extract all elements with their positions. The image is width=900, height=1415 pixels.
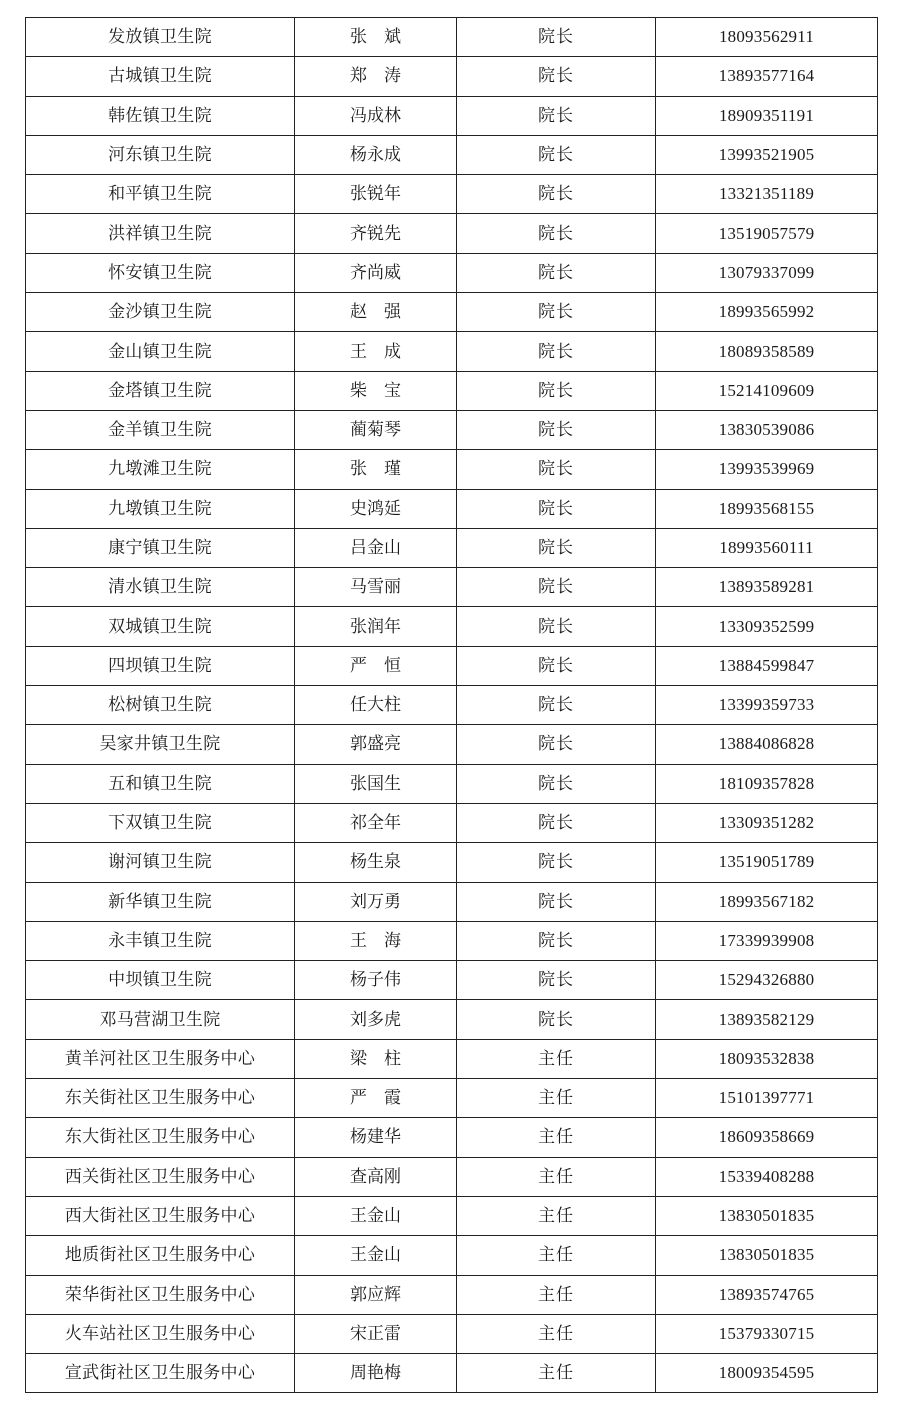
- phone-cell: 13893574765: [656, 1275, 878, 1314]
- phone-cell: 13893577164: [656, 57, 878, 96]
- title-cell: 院长: [457, 803, 656, 842]
- phone-cell: 15339408288: [656, 1157, 878, 1196]
- title-cell: 院长: [457, 725, 656, 764]
- unit-cell: 五和镇卫生院: [26, 764, 295, 803]
- title-cell: 院长: [457, 410, 656, 449]
- unit-cell: 九墩滩卫生院: [26, 450, 295, 489]
- name-cell: 郭应辉: [295, 1275, 457, 1314]
- name-cell: 王金山: [295, 1236, 457, 1275]
- unit-cell: 金塔镇卫生院: [26, 371, 295, 410]
- title-cell: 主任: [457, 1039, 656, 1078]
- name-cell: 冯成林: [295, 96, 457, 135]
- unit-cell: 洪祥镇卫生院: [26, 214, 295, 253]
- name-cell: 马雪丽: [295, 568, 457, 607]
- name-cell: 郑 涛: [295, 57, 457, 96]
- name-cell: 王金山: [295, 1196, 457, 1235]
- unit-cell: 地质街社区卫生服务中心: [26, 1236, 295, 1275]
- unit-cell: 吴家井镇卫生院: [26, 725, 295, 764]
- unit-cell: 金羊镇卫生院: [26, 410, 295, 449]
- name-cell: 张国生: [295, 764, 457, 803]
- unit-cell: 金沙镇卫生院: [26, 293, 295, 332]
- title-cell: 院长: [457, 568, 656, 607]
- name-cell: 张 瑾: [295, 450, 457, 489]
- unit-cell: 清水镇卫生院: [26, 568, 295, 607]
- table-row: [26, 1118, 878, 1157]
- phone-cell: 13321351189: [656, 175, 878, 214]
- phone-cell: 13893589281: [656, 568, 878, 607]
- table-row: [26, 528, 878, 567]
- unit-cell: 古城镇卫生院: [26, 57, 295, 96]
- unit-cell: 谢河镇卫生院: [26, 843, 295, 882]
- table-row: [26, 1079, 878, 1118]
- unit-cell: 怀安镇卫生院: [26, 253, 295, 292]
- phone-cell: 13884599847: [656, 646, 878, 685]
- name-cell: 张 斌: [295, 18, 457, 57]
- name-cell: 赵 强: [295, 293, 457, 332]
- phone-cell: 18909351191: [656, 96, 878, 135]
- name-cell: 祁全年: [295, 803, 457, 842]
- contacts-table: [25, 17, 878, 1393]
- unit-cell: 东大街社区卫生服务中心: [26, 1118, 295, 1157]
- table-row: [26, 293, 878, 332]
- table-row: [26, 410, 878, 449]
- unit-cell: 金山镇卫生院: [26, 332, 295, 371]
- name-cell: 史鸿延: [295, 489, 457, 528]
- name-cell: 严 霞: [295, 1079, 457, 1118]
- name-cell: 严 恒: [295, 646, 457, 685]
- table-row: [26, 96, 878, 135]
- name-cell: 齐锐先: [295, 214, 457, 253]
- name-cell: 王 成: [295, 332, 457, 371]
- title-cell: 院长: [457, 57, 656, 96]
- unit-cell: 宣武街社区卫生服务中心: [26, 1354, 295, 1393]
- name-cell: 杨子伟: [295, 961, 457, 1000]
- phone-cell: 13830501835: [656, 1236, 878, 1275]
- table-row: [26, 803, 878, 842]
- name-cell: 刘万勇: [295, 882, 457, 921]
- name-cell: 王 海: [295, 921, 457, 960]
- phone-cell: 18993567182: [656, 882, 878, 921]
- table-row: [26, 1196, 878, 1235]
- title-cell: 院长: [457, 253, 656, 292]
- name-cell: 杨生泉: [295, 843, 457, 882]
- unit-cell: 和平镇卫生院: [26, 175, 295, 214]
- unit-cell: 火车站社区卫生服务中心: [26, 1314, 295, 1353]
- phone-cell: 13830539086: [656, 410, 878, 449]
- table-row: [26, 764, 878, 803]
- title-cell: 院长: [457, 686, 656, 725]
- name-cell: 郭盛亮: [295, 725, 457, 764]
- title-cell: 主任: [457, 1157, 656, 1196]
- title-cell: 院长: [457, 293, 656, 332]
- title-cell: 院长: [457, 175, 656, 214]
- name-cell: 杨永成: [295, 135, 457, 174]
- table-row: [26, 961, 878, 1000]
- phone-cell: 15101397771: [656, 1079, 878, 1118]
- phone-cell: 13309351282: [656, 803, 878, 842]
- name-cell: 宋正雷: [295, 1314, 457, 1353]
- phone-cell: 18093532838: [656, 1039, 878, 1078]
- table-row: [26, 882, 878, 921]
- table-row: [26, 1000, 878, 1039]
- phone-cell: 15379330715: [656, 1314, 878, 1353]
- title-cell: 主任: [457, 1196, 656, 1235]
- unit-cell: 西关街社区卫生服务中心: [26, 1157, 295, 1196]
- name-cell: 刘多虎: [295, 1000, 457, 1039]
- unit-cell: 四坝镇卫生院: [26, 646, 295, 685]
- name-cell: 查高刚: [295, 1157, 457, 1196]
- title-cell: 院长: [457, 882, 656, 921]
- table-row: [26, 489, 878, 528]
- table-row: [26, 1039, 878, 1078]
- table-row: [26, 450, 878, 489]
- table-row: [26, 607, 878, 646]
- name-cell: 吕金山: [295, 528, 457, 567]
- table-row: [26, 1354, 878, 1393]
- phone-cell: 13993521905: [656, 135, 878, 174]
- title-cell: 院长: [457, 489, 656, 528]
- title-cell: 主任: [457, 1314, 656, 1353]
- name-cell: 任大柱: [295, 686, 457, 725]
- title-cell: 院长: [457, 214, 656, 253]
- table-row: [26, 253, 878, 292]
- phone-cell: 13893582129: [656, 1000, 878, 1039]
- unit-cell: 永丰镇卫生院: [26, 921, 295, 960]
- unit-cell: 韩佐镇卫生院: [26, 96, 295, 135]
- name-cell: 柴 宝: [295, 371, 457, 410]
- table-row: [26, 175, 878, 214]
- phone-cell: 18009354595: [656, 1354, 878, 1393]
- title-cell: 院长: [457, 921, 656, 960]
- phone-cell: 13309352599: [656, 607, 878, 646]
- phone-cell: 17339939908: [656, 921, 878, 960]
- document-page: [25, 17, 877, 1393]
- table-row: [26, 57, 878, 96]
- unit-cell: 九墩镇卫生院: [26, 489, 295, 528]
- phone-cell: 15214109609: [656, 371, 878, 410]
- title-cell: 院长: [457, 450, 656, 489]
- title-cell: 主任: [457, 1275, 656, 1314]
- table-row: [26, 1236, 878, 1275]
- name-cell: 齐尚威: [295, 253, 457, 292]
- table-row: [26, 1275, 878, 1314]
- unit-cell: 发放镇卫生院: [26, 18, 295, 57]
- table-row: [26, 18, 878, 57]
- unit-cell: 黄羊河社区卫生服务中心: [26, 1039, 295, 1078]
- unit-cell: 双城镇卫生院: [26, 607, 295, 646]
- phone-cell: 13519051789: [656, 843, 878, 882]
- name-cell: 蔺菊琴: [295, 410, 457, 449]
- title-cell: 主任: [457, 1118, 656, 1157]
- unit-cell: 邓马营湖卫生院: [26, 1000, 295, 1039]
- table-row: [26, 214, 878, 253]
- phone-cell: 13830501835: [656, 1196, 878, 1235]
- title-cell: 院长: [457, 135, 656, 174]
- phone-cell: 18093562911: [656, 18, 878, 57]
- unit-cell: 新华镇卫生院: [26, 882, 295, 921]
- title-cell: 院长: [457, 764, 656, 803]
- phone-cell: 18993568155: [656, 489, 878, 528]
- title-cell: 主任: [457, 1079, 656, 1118]
- title-cell: 院长: [457, 18, 656, 57]
- name-cell: 梁 柱: [295, 1039, 457, 1078]
- name-cell: 张润年: [295, 607, 457, 646]
- title-cell: 院长: [457, 961, 656, 1000]
- table-row: [26, 568, 878, 607]
- table-row: [26, 135, 878, 174]
- phone-cell: 13079337099: [656, 253, 878, 292]
- title-cell: 主任: [457, 1236, 656, 1275]
- title-cell: 院长: [457, 843, 656, 882]
- table-row: [26, 725, 878, 764]
- unit-cell: 康宁镇卫生院: [26, 528, 295, 567]
- table-row: [26, 332, 878, 371]
- unit-cell: 河东镇卫生院: [26, 135, 295, 174]
- unit-cell: 下双镇卫生院: [26, 803, 295, 842]
- title-cell: 院长: [457, 646, 656, 685]
- phone-cell: 13884086828: [656, 725, 878, 764]
- phone-cell: 18089358589: [656, 332, 878, 371]
- phone-cell: 13399359733: [656, 686, 878, 725]
- phone-cell: 15294326880: [656, 961, 878, 1000]
- unit-cell: 荣华街社区卫生服务中心: [26, 1275, 295, 1314]
- title-cell: 院长: [457, 1000, 656, 1039]
- name-cell: 杨建华: [295, 1118, 457, 1157]
- table-row: [26, 646, 878, 685]
- title-cell: 院长: [457, 607, 656, 646]
- phone-cell: 13993539969: [656, 450, 878, 489]
- table-row: [26, 686, 878, 725]
- phone-cell: 18109357828: [656, 764, 878, 803]
- phone-cell: 13519057579: [656, 214, 878, 253]
- unit-cell: 中坝镇卫生院: [26, 961, 295, 1000]
- contacts-table-body: [26, 18, 878, 1393]
- table-row: [26, 1157, 878, 1196]
- title-cell: 主任: [457, 1354, 656, 1393]
- title-cell: 院长: [457, 371, 656, 410]
- title-cell: 院长: [457, 528, 656, 567]
- table-row: [26, 371, 878, 410]
- phone-cell: 18609358669: [656, 1118, 878, 1157]
- table-row: [26, 843, 878, 882]
- phone-cell: 18993560111: [656, 528, 878, 567]
- name-cell: 张锐年: [295, 175, 457, 214]
- unit-cell: 东关街社区卫生服务中心: [26, 1079, 295, 1118]
- title-cell: 院长: [457, 332, 656, 371]
- table-row: [26, 921, 878, 960]
- unit-cell: 松树镇卫生院: [26, 686, 295, 725]
- name-cell: 周艳梅: [295, 1354, 457, 1393]
- title-cell: 院长: [457, 96, 656, 135]
- unit-cell: 西大街社区卫生服务中心: [26, 1196, 295, 1235]
- table-row: [26, 1314, 878, 1353]
- phone-cell: 18993565992: [656, 293, 878, 332]
